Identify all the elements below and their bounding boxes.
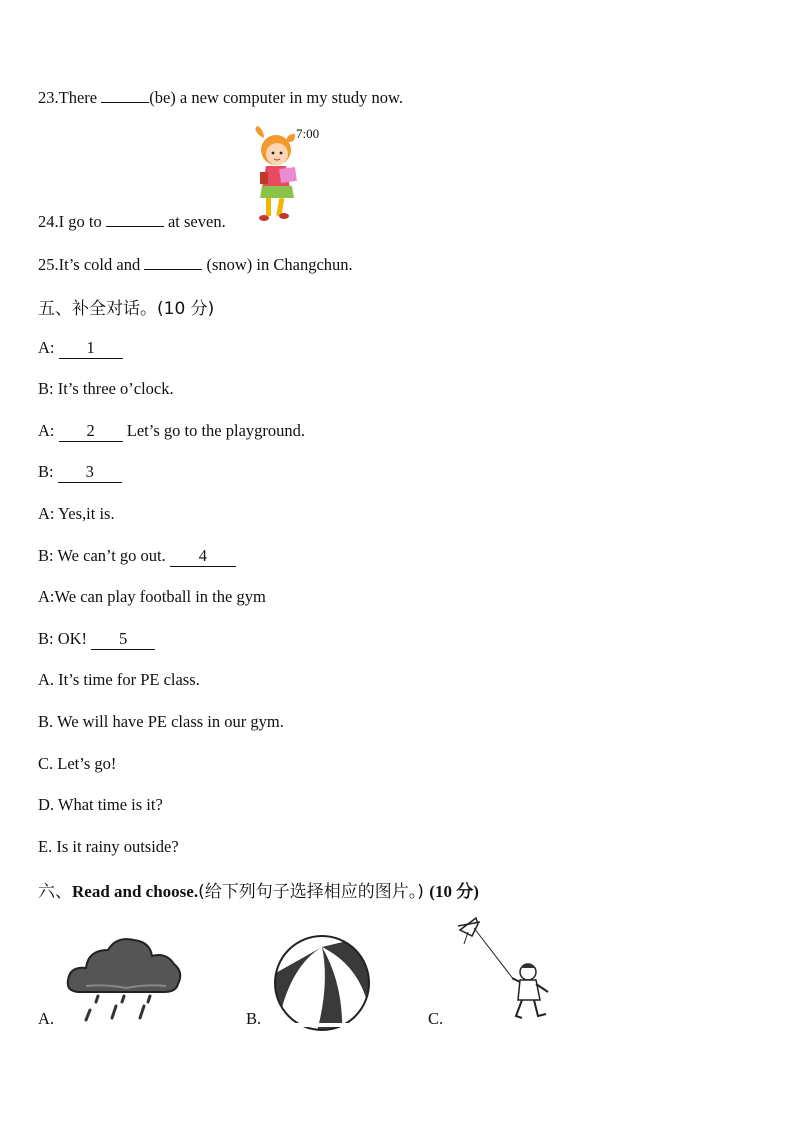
question-text: (snow) in Changchun. xyxy=(202,255,353,274)
section-title: Read and choose. xyxy=(72,882,199,901)
answer-blank[interactable]: 3 xyxy=(58,462,122,483)
question-25 xyxy=(38,255,353,275)
dialog-line-6 xyxy=(38,546,236,567)
picture-label-a: A. xyxy=(38,1009,55,1028)
dialog-line-7 xyxy=(38,587,266,607)
speaker: A: xyxy=(38,587,55,606)
girl-with-books-icon xyxy=(250,126,302,224)
answer-blank[interactable]: 4 xyxy=(170,546,236,567)
dialog-text: OK! xyxy=(57,629,92,648)
picture-label-c: C. xyxy=(428,1009,444,1028)
question-text: There xyxy=(58,88,102,107)
answer-blank[interactable] xyxy=(144,255,202,270)
dialog-line-5 xyxy=(38,504,115,524)
answer-blank[interactable]: 5 xyxy=(91,629,155,650)
dialog-text: Yes,it is. xyxy=(58,504,115,523)
dialog-line-3 xyxy=(38,421,305,442)
speaker: B: xyxy=(38,379,58,398)
answer-blank[interactable]: 1 xyxy=(59,338,123,359)
kite-boy-icon xyxy=(452,912,554,1024)
speaker: A: xyxy=(38,421,59,440)
answer-blank[interactable]: 2 xyxy=(59,421,123,442)
question-23 xyxy=(38,88,403,108)
speaker: B: xyxy=(38,462,58,481)
question-text: It’s cold and xyxy=(58,255,145,274)
section-6-heading xyxy=(38,877,479,902)
time-label: 7:00 xyxy=(296,126,320,141)
question-text: (be) a new computer in my study now. xyxy=(149,88,403,107)
question-number: 25. xyxy=(38,255,59,274)
speaker: B: xyxy=(38,629,58,648)
question-text: I go to xyxy=(58,212,106,231)
question-24 xyxy=(38,212,226,232)
section-score: (10 分) xyxy=(429,882,479,901)
dialog-line-8 xyxy=(38,629,155,650)
option-e: E. Is it rainy outside? xyxy=(38,837,179,856)
section-number: 六、 xyxy=(38,882,72,902)
dialog-text: We can’t go out. xyxy=(57,546,170,565)
option-a: A. It’s time for PE class. xyxy=(38,670,200,689)
speaker: B: xyxy=(38,546,58,565)
speaker: A: xyxy=(38,504,59,523)
rain-cloud-icon xyxy=(66,936,184,1024)
question-text: at seven. xyxy=(163,212,226,231)
answer-blank[interactable] xyxy=(101,88,149,103)
section-5-heading: 五、补全对话。(10 分) xyxy=(38,299,215,319)
option-b: B. We will have PE class in our gym. xyxy=(38,712,284,731)
dialog-text: We can play football in the gym xyxy=(54,587,266,606)
dialog-line-2 xyxy=(38,379,174,399)
dialog-line-4 xyxy=(38,462,122,483)
question-number: 24. xyxy=(38,212,59,231)
question-number: 23. xyxy=(38,88,59,107)
dialog-line-1 xyxy=(38,338,123,359)
option-d: D. What time is it? xyxy=(38,795,163,814)
option-c: C. Let’s go! xyxy=(38,754,117,773)
dialog-text: It’s three o’clock. xyxy=(57,379,174,398)
dialog-text: Let’s go to the playground. xyxy=(122,421,306,440)
speaker: A: xyxy=(38,338,59,357)
answer-blank[interactable] xyxy=(106,212,164,227)
beach-ball-icon xyxy=(272,935,372,1025)
section-instruction: (给下列句子选择相应的图片。) xyxy=(198,882,430,902)
picture-label-b: B. xyxy=(246,1009,262,1028)
